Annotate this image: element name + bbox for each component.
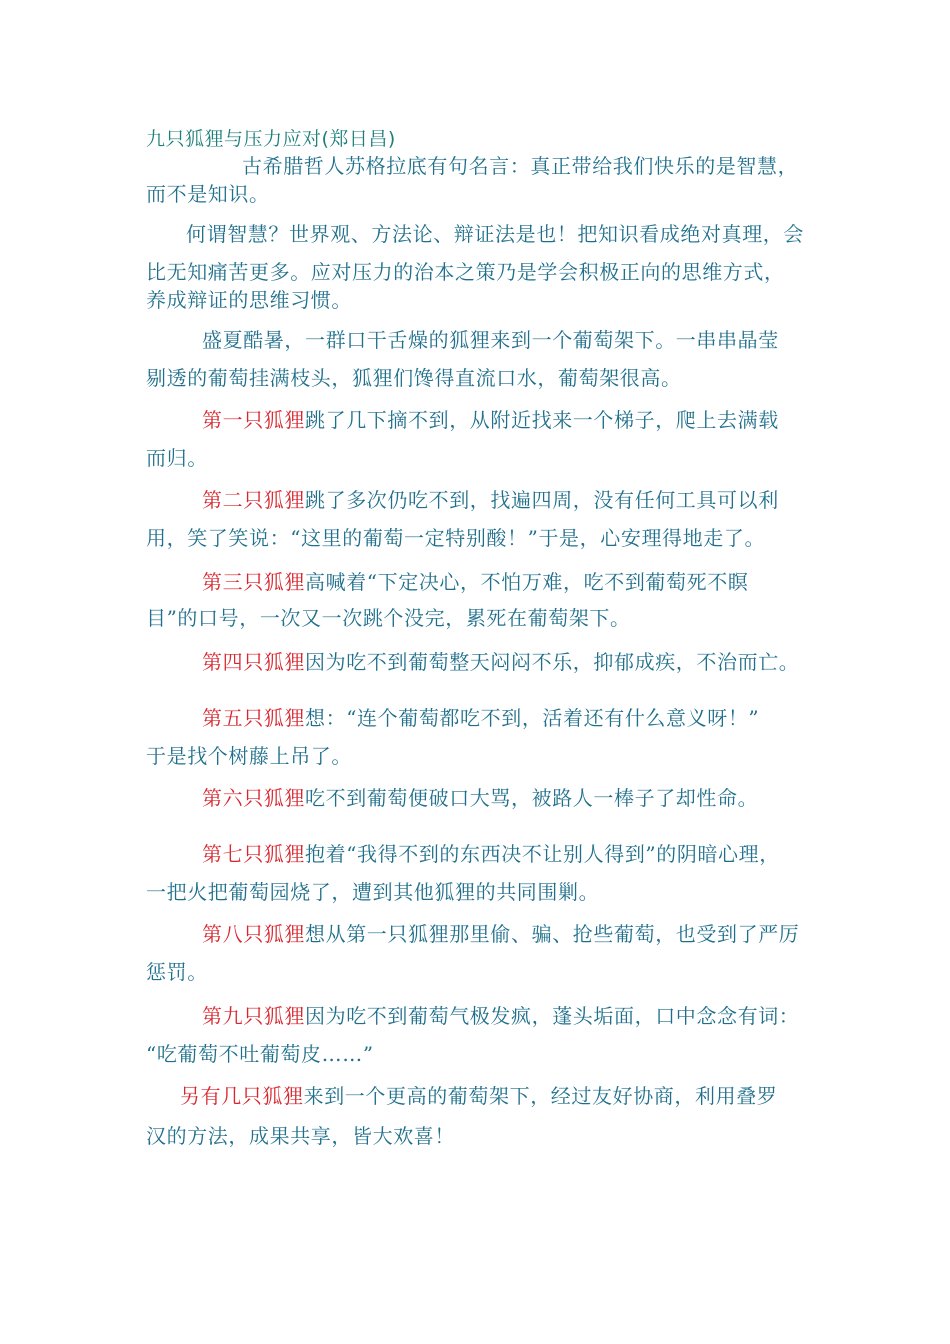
- fox4-line-1: [202, 646, 799, 675]
- fox1-label: 第一只狐狸: [202, 408, 305, 432]
- wisdom-line-2: 比无知痛苦更多。应对压力的治本之策乃是学会积极正向的思维方式，: [146, 260, 785, 284]
- others-text-2: 汉的方法，成果共享，皆大欢喜！: [146, 1124, 455, 1148]
- fox8-line-1: [202, 918, 799, 947]
- others-text-1: 来到一个更高的葡萄架下，经过友好协商，利用叠罗: [303, 1084, 778, 1108]
- scene-line-2: 剔透的葡萄挂满枝头，狐狸们馋得直流口水，葡萄架很高。: [146, 366, 682, 390]
- fox7-label: 第七只狐狸: [202, 842, 305, 866]
- fox1-text-1: 跳了几下摘不到，从附近找来一个梯子，爬上去满载: [305, 408, 779, 432]
- scene-line-1: 盛夏酷暑，一群口干舌燥的狐狸来到一个葡萄架下。一串串晶莹: [202, 328, 779, 352]
- fox8-text-2: 惩罚。: [146, 960, 208, 984]
- fox6-label: 第六只狐狸: [202, 786, 305, 810]
- fox8-label: 第八只狐狸: [202, 922, 305, 946]
- fox2-label: 第二只狐狸: [202, 488, 305, 512]
- fox4-label: 第四只狐狸: [202, 650, 305, 674]
- fox9-text-1: 因为吃不到葡萄气极发疯，蓬头垢面，口中念念有词：: [305, 1004, 800, 1028]
- wisdom-line-3: 养成辩证的思维习惯。: [146, 288, 352, 312]
- fox9-line-1: [202, 1000, 799, 1029]
- fox5-text-1: 想：“连个葡萄都吃不到，活着还有什么意义呀！”: [305, 706, 760, 730]
- document-title: 九只狐狸与压力应对(郑日昌): [146, 128, 396, 150]
- fox1-line-1: [202, 404, 779, 433]
- fox9-text-2: “吃葡萄不吐葡萄皮……”: [146, 1042, 374, 1066]
- fox8-text-1: 想从第一只狐狸那里偷、骗、抢些葡萄，也受到了严厉: [305, 922, 800, 946]
- others-label: 另有几只狐狸: [180, 1084, 304, 1108]
- fox5-label: 第五只狐狸: [202, 706, 305, 730]
- intro-line-2: 而不是知识。: [146, 182, 270, 206]
- fox3-line-1: [202, 566, 748, 595]
- fox7-text-2: 一把火把葡萄园烧了，遭到其他狐狸的共同围剿。: [146, 880, 600, 904]
- fox3-label: 第三只狐狸: [202, 570, 305, 594]
- fox7-text-1: 抱着“我得不到的东西决不让别人得到”的阴暗心理，: [305, 842, 780, 866]
- fox6-text-1: 吃不到葡萄便破口大骂，被路人一棒子了却性命。: [305, 786, 759, 810]
- fox7-line-1: [202, 838, 780, 867]
- fox3-text-2: 目”的口号，一次又一次跳个没完，累死在葡萄架下。: [146, 606, 631, 630]
- fox2-line-1: [202, 484, 779, 513]
- fox9-label: 第九只狐狸: [202, 1004, 305, 1028]
- fox6-line-1: [202, 782, 758, 811]
- fox4-text-1: 因为吃不到葡萄整天闷闷不乐，抑郁成疾，不治而亡。: [305, 650, 800, 674]
- fox2-text-2: 用，笑了笑说：“这里的葡萄一定特别酸！”于是，心安理得地走了。: [146, 526, 766, 550]
- fox2-text-1: 跳了多次仍吃不到，找遍四周，没有任何工具可以利: [305, 488, 779, 512]
- others-line-1: [180, 1080, 777, 1109]
- intro-line-1: 古希腊哲人苏格拉底有句名言：真正带给我们快乐的是智慧，: [242, 154, 799, 178]
- fox3-text-1: 高喊着“下定决心，不怕万难，吃不到葡萄死不瞑: [305, 570, 749, 594]
- fox5-text-2: 于是找个树藤上吊了。: [146, 744, 352, 768]
- wisdom-line-1: 何谓智慧？世界观、方法论、辩证法是也！把知识看成绝对真理，会: [186, 222, 804, 246]
- fox1-text-2: 而归。: [146, 446, 208, 470]
- fox5-line-1: [202, 702, 759, 731]
